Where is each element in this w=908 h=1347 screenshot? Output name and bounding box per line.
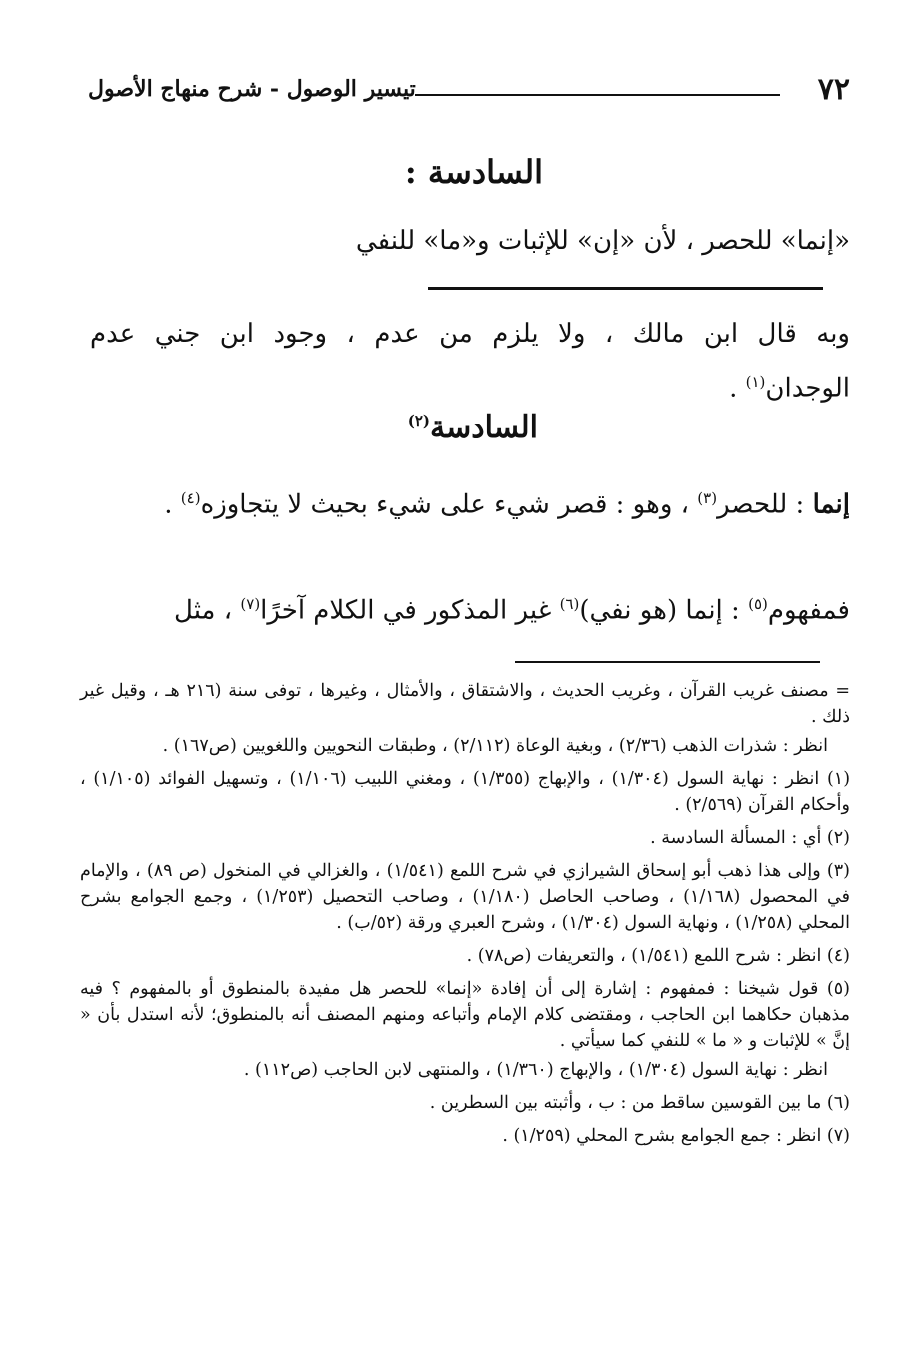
- footnote-1: (١) انظر : نهاية السول (١/٣٠٤) ، والإبهاج (١/٣٥٥) ، ومغني اللبيب (١/١٠٦) ، وتسهيل الفوائد (١/١٠٥) ، وأحكام القرآن (٢/٥٦٩) .: [80, 769, 851, 815]
- header-rule: [415, 94, 780, 96]
- section-title-matn: السادسة :: [404, 153, 543, 191]
- matn-text: «إنما» للحصر ، لأن «إن» للإثبات و«ما» للنفي: [355, 226, 850, 256]
- matn-underline: [428, 287, 823, 290]
- footnote-ref-2: (٢): [407, 412, 431, 430]
- footnote-ref-3: (٣): [697, 489, 718, 507]
- footnote-2: (٢) أي : المسألة السادسة .: [650, 828, 850, 848]
- footnote-5: (٥) قول شيخنا : فمفهوم : إشارة إلى أن إفادة «إنما» للحصر هل مفيدة بالمنطوق أو بالمفهوم ؟ فيه مذهبان حكاهما ابن الحاجب ، ومقتضى كلام الإمام وأتباعه ومنهم المصنف أنه بالمنطوق؛ لأنه استدل بأن « إنَّ » للإثبات و « ما » للنفي كما سيأتي .: [80, 979, 850, 1051]
- footnotes: [80, 678, 850, 1156]
- footnote-7: (٧) انظر : جمع الجوامع بشرح المحلي (١/٢٥٩) .: [502, 1126, 850, 1146]
- paragraph-1-line-2: الوجدان$^{(١)}$ .: [729, 373, 850, 404]
- footnote-4: (٤) انظر : شرح اللمع (١/٥٤١) ، والتعريفات (ص٧٨) .: [466, 946, 850, 966]
- footnote-ref-4: (٤): [180, 489, 201, 507]
- footnote-ref-7: (٧): [240, 595, 261, 613]
- footnote-ref-6: (٦): [559, 595, 580, 613]
- page-number: ٧٢: [817, 72, 850, 107]
- footnote-continuation-see: انظر : شذرات الذهب (٢/٣٦) ، وبغية الوعاة (٢/١١٢) ، وطبقات النحويين واللغويين (ص١٦٧) .: [162, 736, 828, 756]
- footnote-3: (٣) وإلى هذا ذهب أبو إسحاق الشيرازي في شرح اللمع (١/٥٤١) ، والغزالي في المنخول (ص ٨٩) ، والإمام في المحصول (١/١٦٨) ، وصاحب الحاصل (١/١٨٠) ، وصاحب التحصيل (١/٢٥٣) ، وجمع الجوامع بشرح المحلي (١/٢٥٨) ، ونهاية السول (١/٣٠٤) ، وشرح العبري ورقة (٥٢/ب) .: [80, 861, 850, 933]
- footnote-5-see: انظر : نهاية السول (١/٣٠٤) ، والإبهاج (١/٣٦٠) ، والمنتهى لابن الحاجب (ص١١٢) .: [243, 1060, 828, 1080]
- footnote-separator: [515, 661, 820, 663]
- section-title-sharh: السادسة$^{(٢)}$: [407, 410, 538, 445]
- footnote-6: (٦) ما بين القوسين ساقط من : ب ، وأثبته بين السطرين .: [429, 1093, 850, 1113]
- footnote-ref-5: (٥): [748, 595, 768, 613]
- footnote-continuation: = مصنف غريب القرآن ، وغريب الحديث ، والاشتقاق ، والأمثال ، وغيرها ، توفى سنة (٢١٦ هـ ، وقيل غير ذلك .: [80, 681, 850, 727]
- commentary-paragraph-3: فمفهوم$^{(٥)}$ : إنما (هو نفي)$^{(٦)}$ غير المذكور في الكلام آخرًا$^{(٧)}$ ، مثل: [174, 595, 850, 626]
- keyword-innama: إنما: [812, 489, 850, 520]
- commentary-paragraph-1: [90, 310, 850, 413]
- running-title: تيسير الوصول - شرح منهاج الأصول: [88, 76, 416, 102]
- footnote-ref-1: (١): [745, 373, 766, 391]
- commentary-paragraph-2: إنما : للحصر$^{(٣)}$ ، وهو : قصر شيء على شيء بحيث لا يتجاوزه$^{(٤)}$ .: [164, 489, 850, 520]
- paragraph-1-line-1: وبه قال ابن مالك ، ولا يلزم من عدم ، وجود ابن جني عدم: [90, 319, 850, 349]
